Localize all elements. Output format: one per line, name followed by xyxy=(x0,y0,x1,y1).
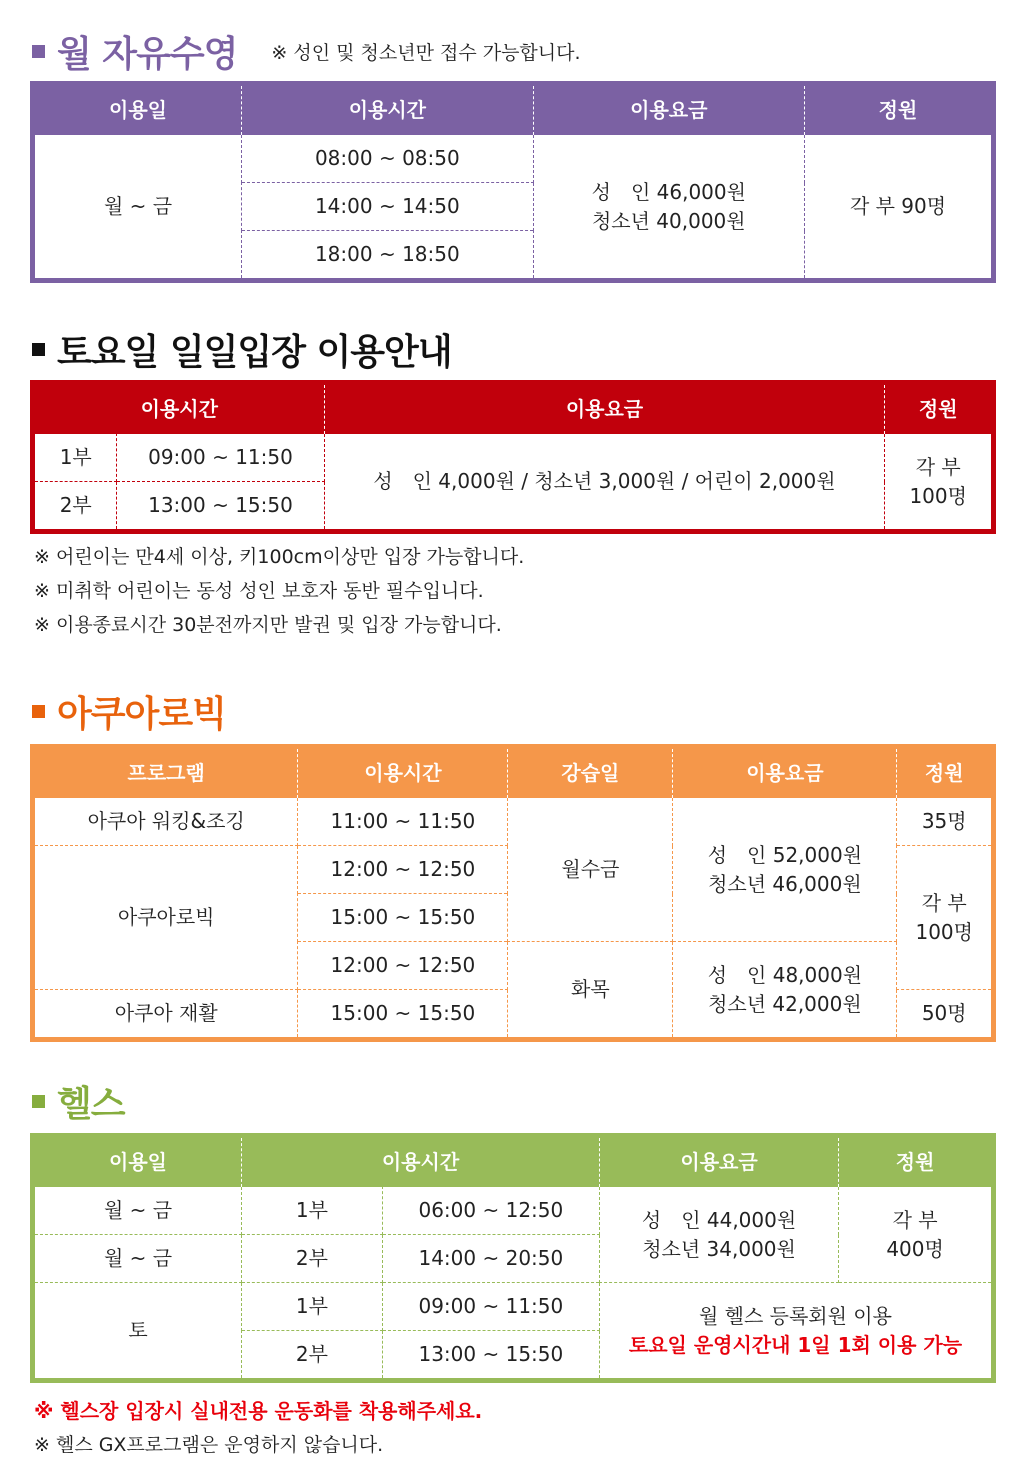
saturday-info-warning: 토요일 운영시간내 1일 1회 이용 가능 xyxy=(628,1332,963,1357)
aqua-days: 화목 xyxy=(508,942,673,1040)
table-header-row xyxy=(33,84,994,135)
header-cell: 이용일 xyxy=(33,84,242,135)
aqua-fee xyxy=(673,798,897,942)
health-section-title xyxy=(32,1076,125,1127)
table-row xyxy=(33,1187,994,1235)
swim-fee xyxy=(533,135,804,281)
table-row xyxy=(33,1283,994,1331)
fee-youth: 청소년 42,000원 xyxy=(708,991,862,1016)
health-part: 2부 xyxy=(242,1235,383,1283)
health-fee xyxy=(599,1187,838,1283)
header-cell: 이용요금 xyxy=(324,383,885,434)
aqua-capacity: 50명 xyxy=(897,990,994,1040)
aqua-capacity xyxy=(897,846,994,990)
bullet-square-icon xyxy=(32,45,45,58)
health-time: 14:00 ~ 20:50 xyxy=(382,1235,599,1283)
header-cell: 정원 xyxy=(897,747,994,798)
note-line: ※ 어린이는 만4세 이상, 키100cm이상만 입장 가능합니다. xyxy=(34,546,525,568)
fee-youth: 청소년 46,000원 xyxy=(708,871,862,896)
saturday-info-line: 월 헬스 등록회원 이용 xyxy=(698,1303,892,1328)
table-row xyxy=(33,135,994,183)
health-day: 월 ~ 금 xyxy=(33,1187,242,1235)
saturday-capacity xyxy=(885,434,994,532)
header-cell: 이용일 xyxy=(33,1136,242,1187)
aqua-days: 월수금 xyxy=(508,798,673,942)
aqua-capacity: 35명 xyxy=(897,798,994,846)
capacity-line: 각 부 xyxy=(892,1207,938,1232)
health-time: 13:00 ~ 15:50 xyxy=(382,1331,599,1381)
header-cell: 프로그램 xyxy=(33,747,298,798)
swim-table xyxy=(30,81,996,283)
saturday-time: 09:00 ~ 11:50 xyxy=(117,434,324,482)
capacity-line: 각 부 xyxy=(921,890,967,915)
fee-adult: 성 인 44,000원 xyxy=(641,1207,797,1232)
aqua-program: 아쿠아 워킹&조깅 xyxy=(33,798,298,846)
capacity-line: 각 부 xyxy=(915,454,961,479)
saturday-notes xyxy=(34,540,524,642)
capacity-line: 100명 xyxy=(915,919,973,944)
aqua-title: 아쿠아로빅 xyxy=(57,694,226,735)
health-capacity xyxy=(839,1187,994,1283)
health-time: 06:00 ~ 12:50 xyxy=(382,1187,599,1235)
header-cell: 이용시간 xyxy=(242,1136,600,1187)
header-cell: 정원 xyxy=(805,84,994,135)
aqua-fee xyxy=(673,942,897,1040)
table-row xyxy=(33,434,994,482)
header-cell: 이용요금 xyxy=(599,1136,838,1187)
health-notes xyxy=(34,1394,482,1462)
health-note: ※ 헬스 GX프로그램은 운영하지 않습니다. xyxy=(34,1434,384,1456)
bullet-square-icon xyxy=(32,705,45,718)
fee-adult: 성 인 48,000원 xyxy=(707,962,863,987)
health-day: 토 xyxy=(33,1283,242,1381)
health-table xyxy=(30,1133,996,1383)
health-part: 1부 xyxy=(242,1283,383,1331)
swim-time: 08:00 ~ 08:50 xyxy=(242,135,534,183)
table-header-row xyxy=(33,747,994,798)
header-cell: 강습일 xyxy=(508,747,673,798)
swim-section-title xyxy=(32,26,581,77)
saturday-title: 토요일 일일입장 이용안내 xyxy=(57,332,452,373)
header-cell: 정원 xyxy=(885,383,994,434)
bullet-square-icon xyxy=(32,343,45,356)
capacity-line: 400명 xyxy=(886,1236,944,1261)
fee-adult: 성 인 52,000원 xyxy=(707,842,863,867)
header-cell: 이용요금 xyxy=(673,747,897,798)
saturday-section-title xyxy=(32,324,452,375)
fee-adult: 성 인 46,000원 xyxy=(591,179,746,204)
swim-title: 월 자유수영 xyxy=(57,34,238,75)
note-line: ※ 이용종료시간 30분전까지만 발권 및 입장 가능합니다. xyxy=(34,614,502,636)
aqua-time: 15:00 ~ 15:50 xyxy=(298,894,508,942)
header-cell: 정원 xyxy=(839,1136,994,1187)
table-header-row xyxy=(33,1136,994,1187)
health-time: 09:00 ~ 11:50 xyxy=(382,1283,599,1331)
health-part: 1부 xyxy=(242,1187,383,1235)
health-day: 월 ~ 금 xyxy=(33,1235,242,1283)
fee-youth: 청소년 34,000원 xyxy=(642,1236,796,1261)
aqua-program: 아쿠아로빅 xyxy=(33,846,298,990)
health-saturday-info xyxy=(599,1283,993,1381)
header-cell: 이용요금 xyxy=(533,84,804,135)
aqua-section-title xyxy=(32,686,226,737)
capacity-line: 100명 xyxy=(909,483,967,508)
bullet-square-icon xyxy=(32,1095,45,1108)
aqua-program: 아쿠아 재활 xyxy=(33,990,298,1040)
saturday-part: 1부 xyxy=(33,434,117,482)
header-cell: 이용시간 xyxy=(33,383,325,434)
header-cell: 이용시간 xyxy=(298,747,508,798)
header-cell: 이용시간 xyxy=(242,84,534,135)
swim-capacity: 각 부 90명 xyxy=(805,135,994,281)
health-warning: ※ 헬스장 입장시 실내전용 운동화를 착용해주세요. xyxy=(34,1399,483,1423)
swim-note: ※ 성인 및 청소년만 접수 가능합니다. xyxy=(271,42,581,64)
note-line: ※ 미취학 어린이는 동성 성인 보호자 동반 필수입니다. xyxy=(34,580,484,602)
table-header-row xyxy=(33,383,994,434)
aqua-time: 11:00 ~ 11:50 xyxy=(298,798,508,846)
saturday-fee: 성 인 4,000원 / 청소년 3,000원 / 어린이 2,000원 xyxy=(324,434,885,532)
health-part: 2부 xyxy=(242,1331,383,1381)
aqua-time: 15:00 ~ 15:50 xyxy=(298,990,508,1040)
aqua-time: 12:00 ~ 12:50 xyxy=(298,846,508,894)
health-title: 헬스 xyxy=(57,1084,125,1125)
aqua-time: 12:00 ~ 12:50 xyxy=(298,942,508,990)
saturday-part: 2부 xyxy=(33,482,117,532)
fee-youth: 청소년 40,000원 xyxy=(591,208,746,233)
table-row xyxy=(33,798,994,846)
saturday-table xyxy=(30,380,996,534)
saturday-time: 13:00 ~ 15:50 xyxy=(117,482,324,532)
swim-time: 14:00 ~ 14:50 xyxy=(242,183,534,231)
swim-time: 18:00 ~ 18:50 xyxy=(242,231,534,281)
swim-day: 월 ~ 금 xyxy=(33,135,242,281)
aqua-table xyxy=(30,744,996,1042)
